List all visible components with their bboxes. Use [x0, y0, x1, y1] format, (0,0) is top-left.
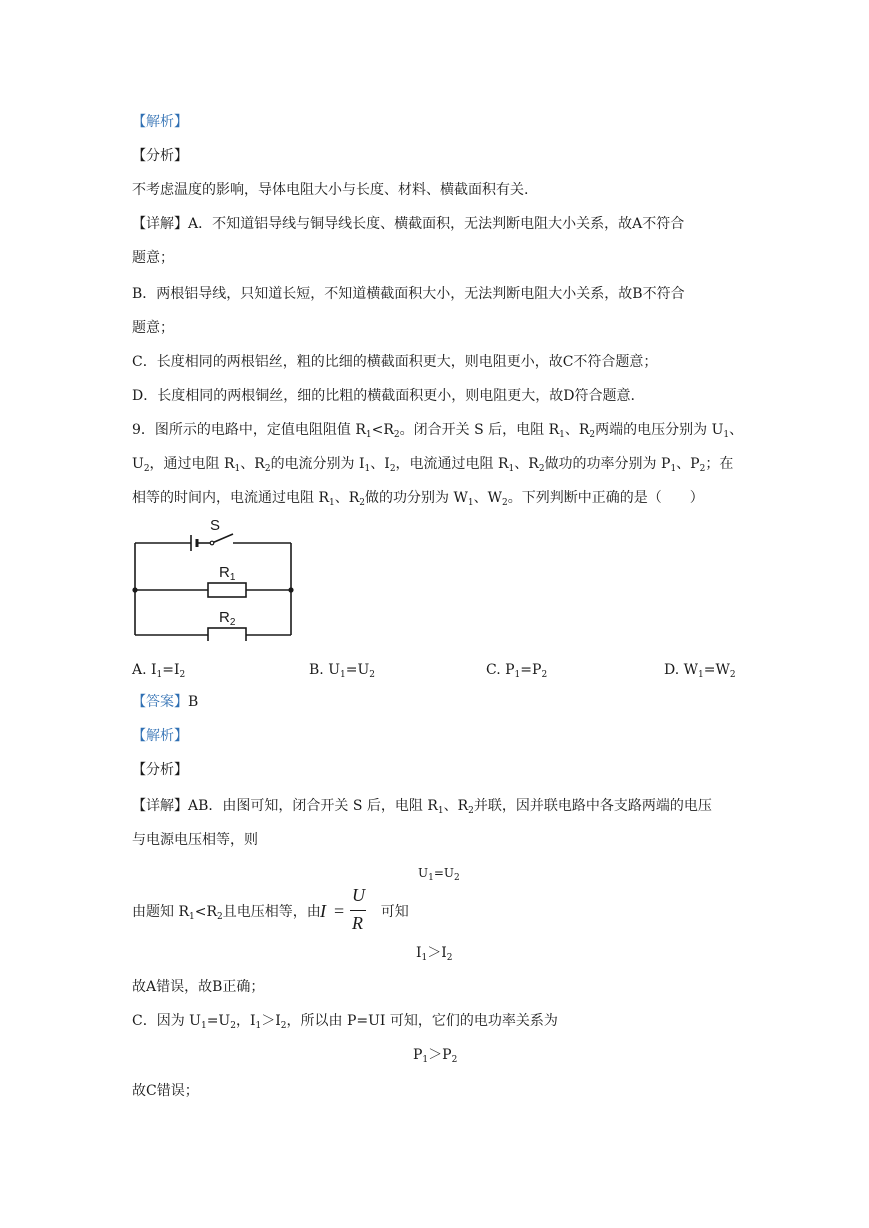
text: 并联，因并联电路中各支路两端的电压	[473, 798, 712, 814]
q-text: 相等的时间内，电流通过电阻 R	[132, 490, 329, 506]
question-text	[132, 488, 704, 513]
sub: 2	[589, 430, 596, 440]
equation	[416, 943, 453, 968]
q-text: 、R	[240, 456, 265, 472]
q-text: 、W	[473, 490, 502, 506]
switch-pivot	[210, 541, 214, 545]
r2-label	[219, 609, 236, 628]
sub: 2	[729, 670, 736, 680]
sub: 1	[422, 1055, 429, 1065]
sub: 1	[428, 873, 434, 883]
answer-tag: 【答案】	[132, 694, 188, 710]
sub: 1	[437, 806, 444, 816]
junction-dot	[288, 587, 293, 592]
paragraph: 与电源电压相等，则	[132, 832, 258, 848]
equation	[418, 863, 460, 888]
paragraph: C．长度相同的两根铝丝，粗的比细的横截面积更大，则电阻更小，故C不符合题意；	[132, 354, 658, 370]
sub: 2	[143, 464, 150, 474]
sub: 1	[255, 1021, 262, 1031]
sub: 1	[234, 464, 241, 474]
option-c	[486, 660, 547, 685]
opt-text: =P	[520, 662, 542, 678]
paragraph: 题意；	[132, 320, 174, 336]
paragraph: 故A错误，故B正确；	[132, 979, 265, 995]
answer-line	[132, 692, 198, 712]
formula-eq: =	[334, 901, 345, 921]
sub: 2	[179, 670, 186, 680]
sub: 2	[454, 873, 460, 883]
q-text: ，电流通过电阻 R	[395, 456, 509, 472]
switch-blade	[212, 534, 233, 543]
text: 、R	[443, 798, 469, 814]
sub: 1	[559, 430, 565, 440]
sub: 1	[467, 498, 474, 508]
option-a	[132, 660, 185, 685]
paragraph	[132, 1011, 558, 1036]
r1-subscript: 1	[229, 572, 236, 583]
eq: ＞I	[427, 945, 447, 961]
q-text: 、P	[676, 456, 700, 472]
sub: 2	[446, 953, 453, 963]
analysis-heading: 【解析】	[132, 114, 188, 130]
sub: 2	[393, 430, 400, 440]
resistor-r1	[208, 583, 246, 597]
detail-text: A．不知道铝导线与铜导线长度、横截面积，无法判断电阻大小关系，故A不符合	[188, 216, 685, 232]
sub: 1	[340, 670, 346, 680]
r1-label	[219, 564, 236, 583]
q-text: 9．图所示的电路中，定值电阻阻值 R	[132, 422, 366, 438]
q-text: 做功的功率分别为 P	[544, 456, 671, 472]
sub: 2	[541, 670, 548, 680]
text: AB．由图可知，闭合开关 S 后，电阻 R	[188, 798, 438, 814]
detail-tag: 【详解】	[132, 216, 188, 232]
text: 可知	[380, 904, 409, 920]
q-text: 做的功分别为 W	[365, 490, 468, 506]
paragraph: 题意；	[132, 250, 174, 266]
q-text: <R	[371, 422, 394, 438]
formula-numerator: U	[352, 885, 365, 905]
opt-text: B. U	[309, 662, 340, 678]
q-text: 的电流分别为 I	[270, 456, 365, 472]
text: ，I	[235, 1013, 256, 1029]
q-text: 、R	[564, 422, 590, 438]
eq: P	[413, 1047, 423, 1063]
sub: 1	[329, 498, 335, 508]
question-text	[132, 420, 743, 445]
opt-text: A. I	[132, 662, 157, 678]
opt-text: C. P	[486, 662, 515, 678]
r2-letter: R	[219, 609, 230, 626]
paragraph	[132, 796, 712, 821]
eq: I	[416, 945, 422, 961]
paragraph: 故C错误；	[132, 1083, 199, 1099]
sub: 1	[365, 430, 372, 440]
sub: 2	[468, 806, 474, 816]
sub: 2	[217, 912, 223, 922]
sub: 2	[359, 498, 366, 508]
q-text: 、R	[334, 490, 360, 506]
paragraph	[132, 214, 684, 234]
opt-text: =U	[345, 662, 370, 678]
sub: 2	[230, 1021, 236, 1031]
opt-text: D. W	[664, 662, 699, 678]
analysis-subheading: 【分析】	[132, 148, 188, 164]
sub: 1	[200, 1021, 207, 1031]
question-text	[132, 454, 733, 479]
option-b	[309, 660, 375, 685]
text: 由题知 R	[132, 904, 189, 920]
sub: 1	[514, 670, 521, 680]
q-text: 、R	[514, 456, 539, 472]
sub: 2	[501, 498, 508, 508]
text: C．因为 U	[132, 1013, 201, 1029]
sub: 2	[280, 1021, 287, 1031]
q-text: ，通过电阻 R	[149, 456, 235, 472]
q-text: 。下列判断中正确的是（ ）	[507, 490, 704, 506]
text: ，所以由 P=UI 可知，它们的电功率关系为	[286, 1013, 558, 1029]
text: 且电压相等，由	[222, 904, 321, 920]
opt-text: =I	[162, 662, 180, 678]
circuit-diagram	[125, 516, 305, 641]
text: =U	[206, 1013, 231, 1029]
text: ＞I	[261, 1013, 281, 1029]
q-text: 、I	[370, 456, 390, 472]
sub: 1	[723, 430, 730, 440]
r1-letter: R	[219, 564, 230, 581]
answer-value: B	[188, 694, 199, 710]
junction-dot	[132, 587, 137, 592]
formula-denominator: R	[352, 913, 363, 933]
sub: 2	[369, 670, 375, 680]
sub: 2	[389, 464, 396, 474]
eq: U	[418, 866, 429, 880]
fraction-bar	[350, 910, 366, 911]
analysis-heading: 【解析】	[132, 728, 188, 744]
sub: 1	[189, 912, 195, 922]
q-text: 。闭合开关 S 后，电阻 R	[399, 422, 560, 438]
paragraph: D．长度相同的两根铜丝，细的比粗的横截面积更小，则电阻更大，故D符合题意.	[132, 388, 635, 404]
sub: 1	[364, 464, 371, 474]
eq: ＞P	[428, 1047, 452, 1063]
opt-text: =W	[703, 662, 730, 678]
sub: 1	[698, 670, 704, 680]
formula-i: I	[320, 901, 326, 921]
text: <R	[194, 904, 218, 920]
sub: 2	[451, 1055, 458, 1065]
r2-subscript: 2	[229, 617, 236, 628]
paragraph	[132, 902, 409, 927]
sub: 1	[670, 464, 677, 474]
sub: 1	[156, 670, 163, 680]
q-text: U	[132, 456, 144, 472]
detail-tag: 【详解】	[132, 798, 188, 814]
sub: 1	[421, 953, 428, 963]
q-text: 两端的电压分别为 U	[595, 422, 724, 438]
option-d	[664, 660, 736, 685]
sub: 2	[538, 464, 545, 474]
sub: 1	[508, 464, 515, 474]
sub: 2	[699, 464, 706, 474]
sub: 2	[264, 464, 271, 474]
equation	[413, 1045, 457, 1070]
eq: =U	[433, 866, 455, 880]
analysis-subheading: 【分析】	[132, 762, 188, 778]
paragraph: B．两根铝导线，只知道长短，不知道横截面积大小，无法判断电阻大小关系，故B不符合	[132, 286, 685, 302]
paragraph: 不考虑温度的影响，导体电阻大小与长度、材料、横截面积有关.	[132, 182, 529, 198]
resistor-r2	[208, 628, 246, 641]
q-text: ；在	[705, 456, 734, 472]
switch-label: S	[210, 517, 221, 534]
q-text: 、	[729, 422, 744, 438]
